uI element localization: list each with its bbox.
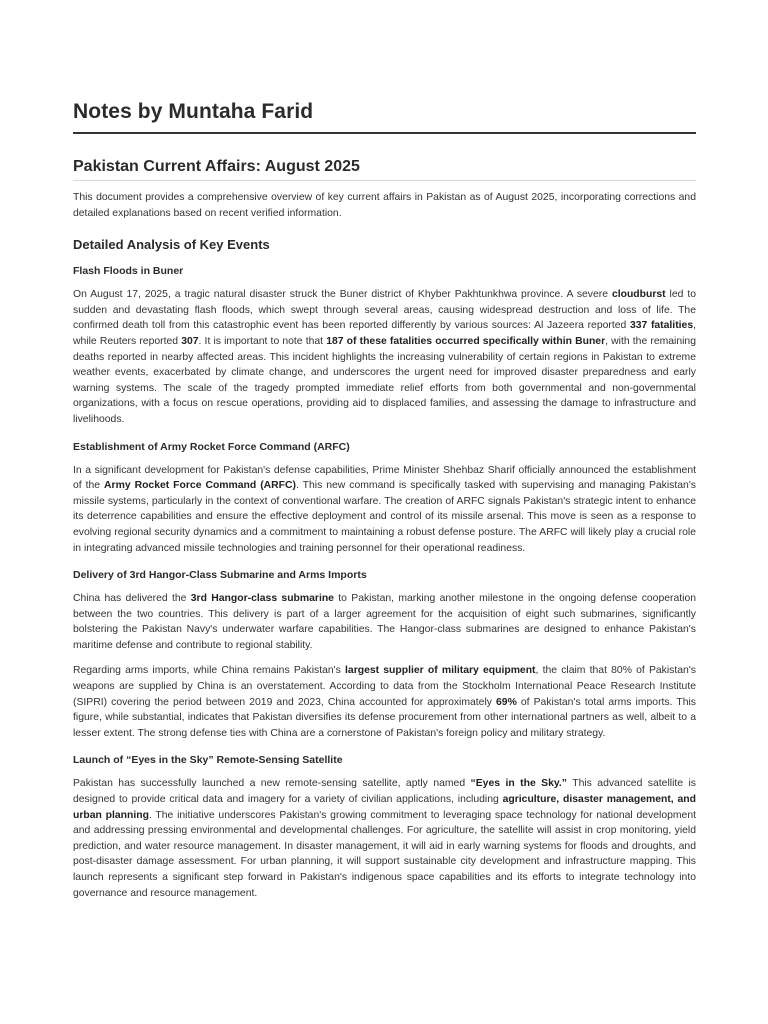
section-heading: Detailed Analysis of Key Events bbox=[73, 237, 270, 253]
flood-paragraph: On August 17, 2025, a tragic natural disaster struck the Buner district of Khyber Pakhtunkhwa province. A severe cloudburst led to sudden and devastating flash floods, which swept through several areas, causing widespread destruction and loss of life. The confirmed death toll from this catastrophic event has been reported differently by various sources: Al Jazeera reported 337 fatalities, while Reuters reported 307. It is important to note that 187 of these fatalities occurred specifically within Buner, with the remaining deaths reported in nearby affected areas. This incident highlights the increasing vulnerability of certain regions in Pakistan to extreme weather events, exacerbated by climate change, and underscores the urgent need for improved disaster preparedness and early warning systems. The scale of the tragedy prompted immediate relief efforts from both governmental and non-governmental organizations, with a focus on rescue operations, providing aid to displaced families, and assessing the damage to infrastructure and livelihoods. bbox=[73, 289, 696, 425]
submarine-paragraph: China has delivered the 3rd Hangor-class submarine to Pakistan, marking another milestone in the ongoing defense cooperation between the two countries. This delivery is part of a larger agreement for the acquisition of eight such submarines, significantly bolstering the Pakistan Navy's underwater warfare capabilities. The Hangor-class submarines are designed to enhance Pakistan's maritime defense and contribute to regional stability. bbox=[73, 593, 696, 651]
document-subtitle: Pakistan Current Affairs: August 2025 bbox=[73, 158, 696, 181]
flood-heading: Flash Floods in Buner bbox=[73, 265, 184, 278]
arfc-heading: Establishment of Army Rocket Force Command (ARFC) bbox=[73, 440, 350, 453]
submarine-heading: Delivery of 3rd Hangor-Class Submarine and Arms Imports bbox=[73, 569, 367, 582]
satellite-heading: Launch of “Eyes in the Sky” Remote-Sensing Satellite bbox=[73, 754, 343, 767]
satellite-paragraph: Pakistan has successfully launched a new remote-sensing satellite, aptly named “Eyes in the Sky.” This advanced satellite is designed to provide critical data and imagery for a variety of civilian applications, including agriculture, disaster management, and urban planning. The initiative underscores Pakistan's growing commitment to leveraging space technology for national development and addressing pressing environmental and developmental challenges. For agriculture, the satellite will assist in crop monitoring, yield prediction, and water resource management. In disaster management, it will aid in early warning systems for floods and droughts, and post-disaster damage assessment. For urban planning, it will support sustainable city development and infrastructure mapping. This launch represents a significant step forward in Pakistan's indigenous space capabilities and its efforts to integrate technology into governance and resource management. bbox=[73, 778, 696, 899]
intro-paragraph: This document provides a comprehensive overview of key current affairs in Pakistan as of August 2025, incorporating corrections and detailed explanations based on recent verified information. bbox=[73, 192, 696, 219]
arfc-paragraph: In a significant development for Pakistan's defense capabilities, Prime Minister Shehbaz Sharif officially announced the establishment of the Army Rocket Force Command (ARFC). This new command is specifically tasked with supervising and managing Pakistan's missile systems, particularly in the context of conventional warfare. The creation of ARFC signals Pakistan's strategic intent to enhance its deterrence capabilities and ensure the effective deployment and control of its missile arsenal. This move is seen as a response to evolving regional security dynamics and a commitment to maintaining a robust defense posture. The ARFC will likely play a crucial role in integrating advanced missile technologies and training personnel for their operational readiness. bbox=[73, 464, 697, 554]
document-title: Notes by Muntaha Farid bbox=[73, 100, 696, 134]
arms-imports-paragraph: Regarding arms imports, while China remains Pakistan's largest supplier of military equipment, the claim that 80% of Pakistan's weapons are supplied by China is an overstatement. According to data from the Stockholm International Peace Research Institute (SIPRI) covering the period between 2019 and 2023, China accounted for approximately 69% of Pakistan's total arms imports. This figure, while substantial, indicates that Pakistan diversifies its defense procurement from other international partners as well, albeit to a lesser extent. The strong defense ties with China are a cornerstone of Pakistan's foreign policy and military strategy. bbox=[73, 665, 697, 739]
